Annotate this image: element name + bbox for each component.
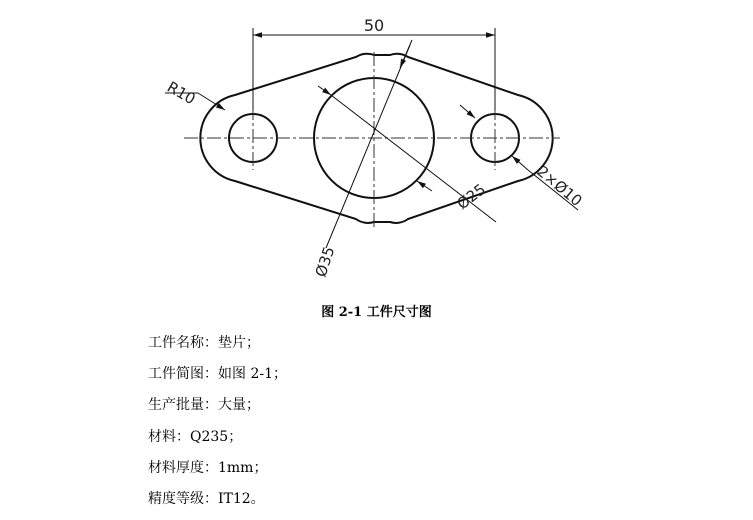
spec-item-grade: [148, 489, 287, 520]
spec-value: 大量；: [218, 397, 260, 414]
spec-value: 1mm；: [218, 459, 268, 476]
spec-label: 材料厚度：: [148, 459, 218, 476]
figure-caption: 图 2-1 工件尺寸图: [321, 305, 432, 320]
spec-value: 如图 2-1；: [218, 366, 287, 383]
boss-leader: [326, 40, 412, 248]
small-holes-label: 2×Ø10: [533, 162, 586, 211]
radius-label: R10: [164, 77, 199, 109]
spec-item-thickness: [148, 458, 287, 489]
spec-label: 材料：: [148, 428, 190, 445]
spec-item-name: [148, 333, 287, 364]
spec-label: 工件简图：: [148, 366, 218, 383]
center-hole-label: Ø25: [453, 180, 490, 214]
spec-item-batch: [148, 395, 287, 426]
spec-value: 垫片；: [218, 335, 260, 351]
boss-label: Ø35: [311, 244, 339, 280]
width-dimension-label: 50: [363, 16, 385, 35]
spec-value: IT12。: [218, 490, 265, 507]
spec-label: 精度等级：: [148, 490, 218, 507]
spec-item-sketch: [148, 364, 287, 395]
spec-label: 生产批量：: [148, 397, 218, 414]
spec-label: 工件名称：: [148, 335, 218, 351]
spec-list: [148, 333, 287, 520]
spec-value: Q235；: [190, 428, 243, 445]
spec-item-material: [148, 427, 287, 458]
